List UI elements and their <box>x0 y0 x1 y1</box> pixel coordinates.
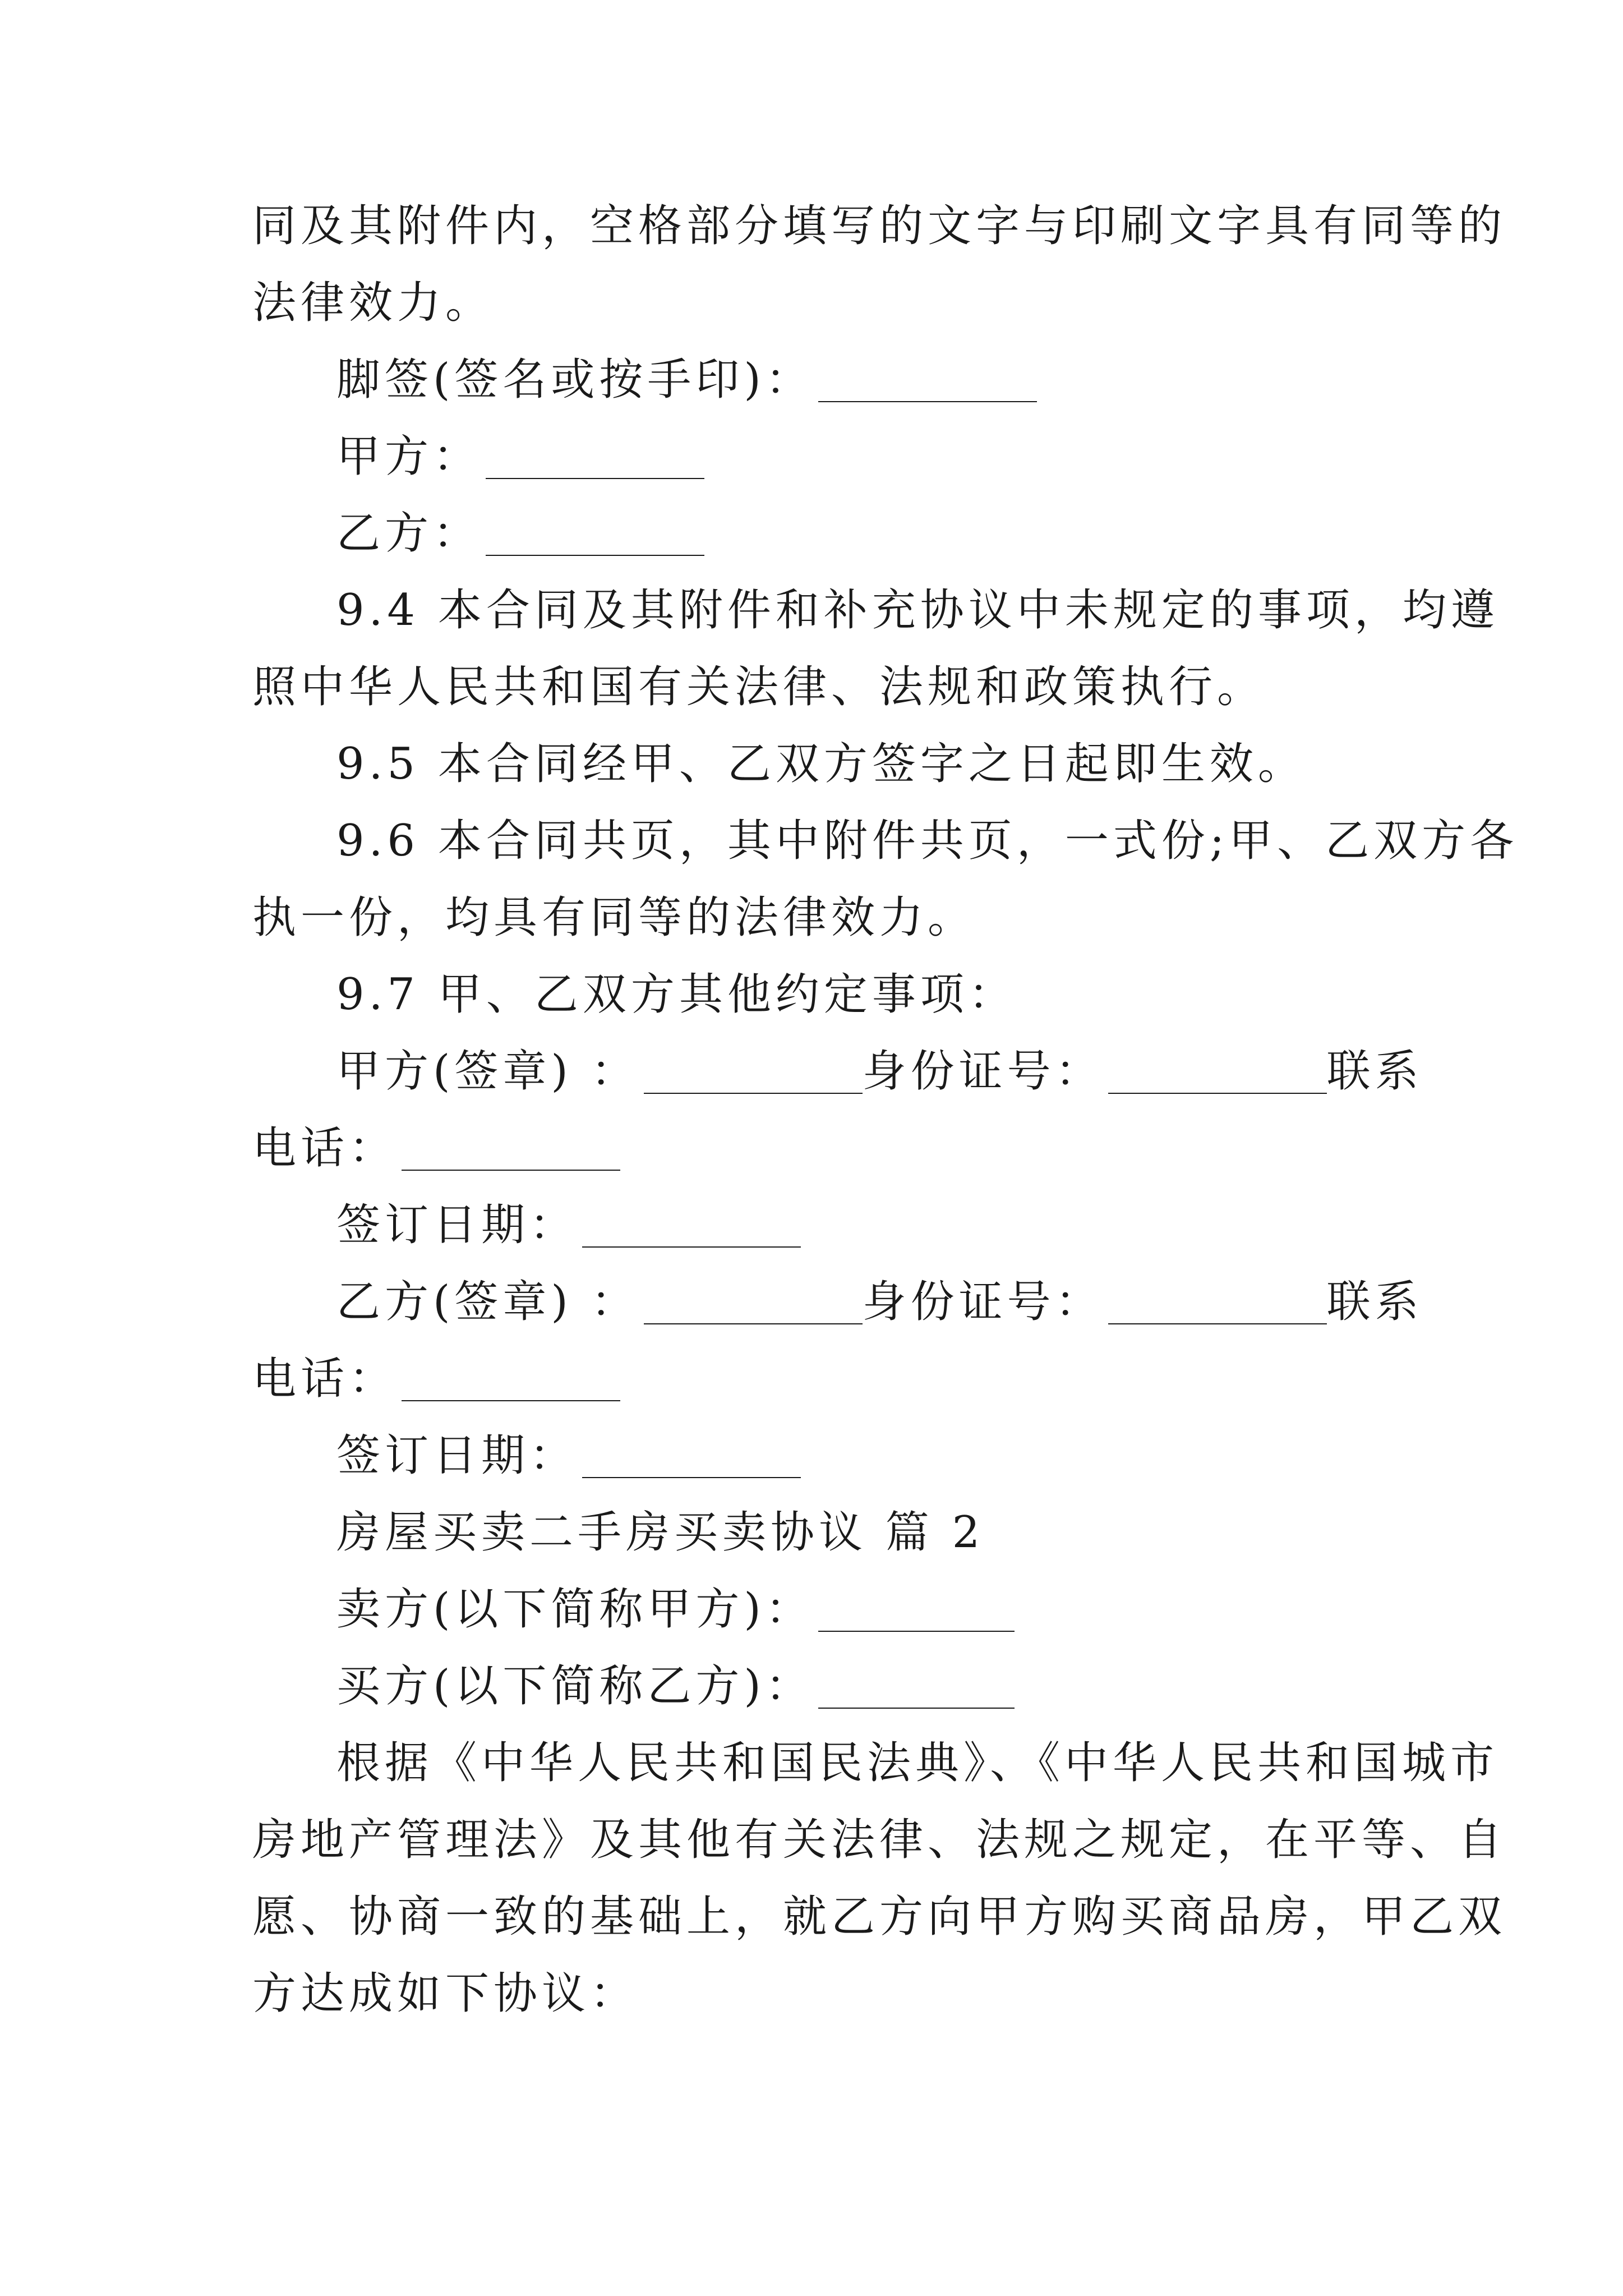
party-b-line <box>252 495 1385 572</box>
party-a-id-blank <box>1108 1093 1327 1094</box>
party-a-phone-blank <box>402 1170 620 1171</box>
party-b-seal-label: 乙方(签章) ： <box>336 1277 639 1327</box>
party-a-contact-label: 联系 <box>1326 1046 1423 1097</box>
party-b-id-blank <box>1108 1323 1327 1324</box>
paragraph-line: 法律效力。 <box>252 278 494 328</box>
section-title: 房屋买卖二手房买卖协议 篇 2 <box>336 1507 985 1558</box>
footer-signature-blank <box>818 401 1037 402</box>
party-a-seal-blank <box>644 1093 863 1094</box>
preamble-line: 愿、协商一致的基础上，就乙方向甲方购买商品房，甲乙双 <box>252 1892 1507 1942</box>
preamble-line: 方达成如下协议： <box>252 1968 639 2019</box>
party-b-id-label: 身份证号： <box>862 1277 1104 1327</box>
party-a-seal-label: 甲方(签章) ： <box>336 1046 639 1097</box>
party-a-date-label: 签订日期： <box>336 1200 578 1250</box>
party-b-id-group <box>863 1264 1327 1341</box>
seller-label: 卖方(以下简称甲方)： <box>336 1584 814 1635</box>
clause-9-4-continuation: 照中华人民共和国有关法律、法规和政策执行。 <box>252 662 1266 712</box>
party-b-contact-label: 联系 <box>1326 1277 1423 1327</box>
party-a-line <box>252 418 1385 495</box>
party-b-seal-line <box>252 1264 1423 1341</box>
party-b-seal-blank <box>644 1323 863 1324</box>
party-a-date-blank <box>582 1246 801 1248</box>
party-a-seal-group <box>336 1033 863 1110</box>
buyer-blank <box>818 1708 1015 1709</box>
seller-blank <box>818 1631 1015 1632</box>
party-b-date-blank <box>582 1477 801 1478</box>
document-page <box>252 188 1519 2032</box>
paragraph-line: 同及其附件内，空格部分填写的文字与印刷文字具有同等的 <box>252 201 1507 251</box>
footer-signature-line <box>252 342 1385 418</box>
party-a-seal-line <box>252 1033 1423 1110</box>
seller-line <box>252 1571 1385 1648</box>
clause-9-4-line: 9.4 本合同及其附件和补充协议中未规定的事项，均遵 <box>336 585 1499 636</box>
clause-9-5-line: 9.5 本合同经甲、乙双方签字之日起即生效。 <box>336 739 1306 789</box>
buyer-line <box>252 1648 1385 1725</box>
party-b-label: 乙方： <box>336 508 482 559</box>
footer-signature-label: 脚签(签名或按手印)： <box>336 355 814 405</box>
party-b-seal-group <box>336 1264 863 1341</box>
preamble-line: 房地产管理法》及其他有关法律、法规之规定，在平等、自 <box>252 1815 1507 1865</box>
party-b-date-label: 签订日期： <box>336 1430 578 1481</box>
party-b-phone-label: 电话： <box>252 1354 398 1404</box>
party-b-phone-line <box>252 1341 1385 1418</box>
clause-9-6-line: 9.6 本合同共页，其中附件共页，一式份;甲、乙双方各 <box>336 816 1519 866</box>
party-b-date-line <box>252 1418 1385 1494</box>
party-b-blank <box>486 555 704 556</box>
party-a-id-label: 身份证号： <box>862 1046 1104 1097</box>
party-a-phone-label: 电话： <box>252 1123 398 1174</box>
clause-9-7-line: 9.7 甲、乙双方其他约定事项： <box>336 969 1017 1020</box>
party-a-label: 甲方： <box>336 431 482 482</box>
party-a-phone-line <box>252 1110 1385 1187</box>
buyer-label: 买方(以下简称乙方)： <box>336 1661 814 1711</box>
clause-9-6-continuation: 执一份，均具有同等的法律效力。 <box>252 892 976 943</box>
preamble-line: 根据《中华人民共和国民法典》、《中华人民共和国城市 <box>336 1738 1499 1788</box>
party-a-blank <box>486 478 704 479</box>
party-a-date-line <box>252 1187 1385 1264</box>
party-a-id-group <box>863 1033 1327 1110</box>
party-b-phone-blank <box>402 1400 620 1401</box>
